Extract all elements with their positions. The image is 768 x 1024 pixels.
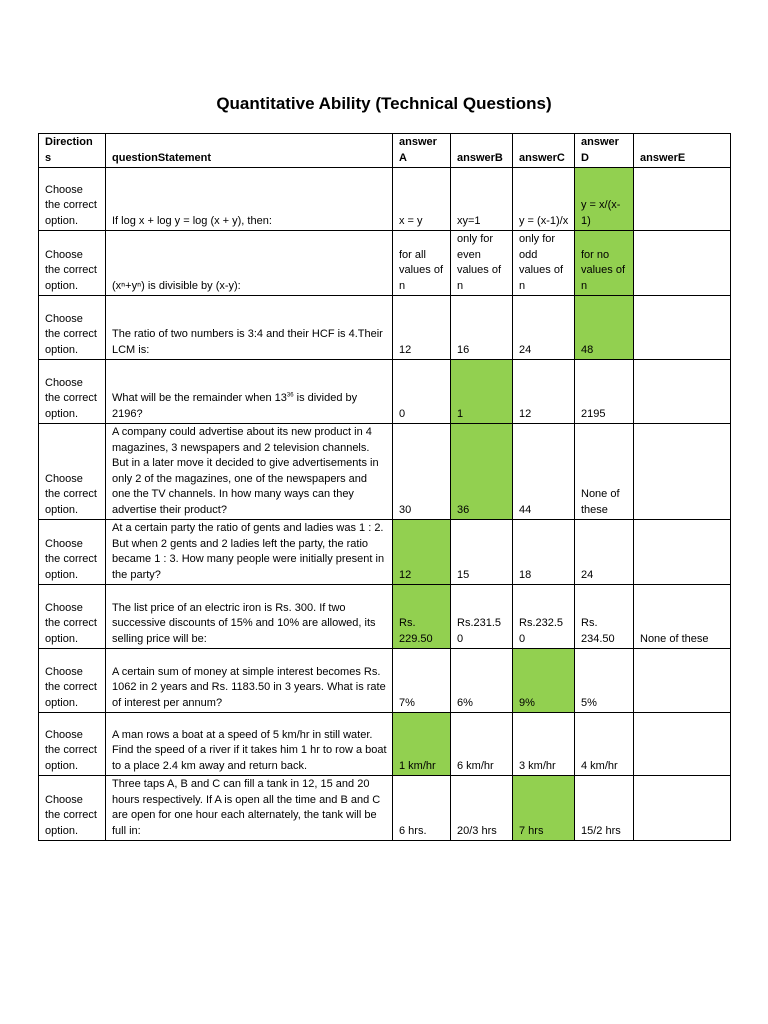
answer-d-cell: 4 km/hr xyxy=(575,713,634,776)
answer-a-cell: 12 xyxy=(393,520,451,585)
answer-c-cell: 44 xyxy=(513,424,575,520)
table-row xyxy=(39,231,731,296)
direction-cell: Choose the correct option. xyxy=(39,168,106,231)
direction-cell: Choose the correct option. xyxy=(39,520,106,585)
answer-e-cell xyxy=(634,776,731,841)
answer-d-cell: 5% xyxy=(575,649,634,713)
answer-d-cell: 2195 xyxy=(575,360,634,424)
answer-c-cell: 24 xyxy=(513,296,575,360)
answer-b-cell: 6 km/hr xyxy=(451,713,513,776)
question-cell: A man rows a boat at a speed of 5 km/hr in still water. Find the speed of a river if it takes him 1 hr to row a boat to a place 2.4 km away and return back. xyxy=(106,713,393,776)
column-header: answerC xyxy=(513,134,575,168)
direction-cell: Choose the correct option. xyxy=(39,649,106,713)
table-row xyxy=(39,585,731,649)
answer-b-cell: 6% xyxy=(451,649,513,713)
column-header: Direction s xyxy=(39,134,106,168)
column-header: answer D xyxy=(575,134,634,168)
header-row xyxy=(39,134,731,168)
answer-d-cell: 15/2 hrs xyxy=(575,776,634,841)
column-header: questionStatement xyxy=(106,134,393,168)
direction-cell: Choose the correct option. xyxy=(39,713,106,776)
answer-e-cell xyxy=(634,360,731,424)
answer-c-cell: y = (x-1)/x xyxy=(513,168,575,231)
answer-c-cell: Rs.232.50 xyxy=(513,585,575,649)
answer-a-cell: 1 km/hr xyxy=(393,713,451,776)
answer-d-cell: 24 xyxy=(575,520,634,585)
answer-c-cell: only for odd values of n xyxy=(513,231,575,296)
answer-b-cell: 36 xyxy=(451,424,513,520)
answer-b-cell: 16 xyxy=(451,296,513,360)
question-exponent: 36 xyxy=(286,392,294,399)
answer-a-cell: 7% xyxy=(393,649,451,713)
table-row xyxy=(39,649,731,713)
answer-d-cell: 48 xyxy=(575,296,634,360)
questions-table xyxy=(38,133,731,841)
question-cell: A company could advertise about its new product in 4 magazines, 3 newspapers and 2 television channels. But in a later move it decided to give advertisements in only 2 of the magazines, one of the newspapers and one the TV channels. In how many ways can they advertise their product? xyxy=(106,424,393,520)
answer-e-cell xyxy=(634,231,731,296)
question-text: is divided by 2196? xyxy=(112,392,358,420)
answer-c-cell: 7 hrs xyxy=(513,776,575,841)
answer-d-cell: None of these xyxy=(575,424,634,520)
answer-b-cell: 20/3 hrs xyxy=(451,776,513,841)
table-row xyxy=(39,296,731,360)
answer-e-cell xyxy=(634,168,731,231)
direction-cell: Choose the correct option. xyxy=(39,585,106,649)
table-body xyxy=(39,168,731,841)
answer-e-cell xyxy=(634,296,731,360)
question-cell: (xⁿ+yⁿ) is divisible by (x-y): xyxy=(106,231,393,296)
answer-c-cell: 12 xyxy=(513,360,575,424)
answer-e-cell xyxy=(634,713,731,776)
question-cell: Three taps A, B and C can fill a tank in 12, 15 and 20 hours respectively. If A is open all the time and B and C are open for one hour each alternately, the tank will be full in: xyxy=(106,776,393,841)
question-cell: A certain sum of money at simple interest becomes Rs. 1062 in 2 years and Rs. 1183.50 in 3 years. What is rate of interest per annum? xyxy=(106,649,393,713)
answer-b-cell: only for even values of n xyxy=(451,231,513,296)
answer-c-cell: 3 km/hr xyxy=(513,713,575,776)
answer-e-cell xyxy=(634,424,731,520)
answer-a-cell: 0 xyxy=(393,360,451,424)
question-text: What will be the remainder when 13 xyxy=(112,392,287,404)
answer-d-cell: y = x/(x-1) xyxy=(575,168,634,231)
answer-a-cell: 30 xyxy=(393,424,451,520)
table-row xyxy=(39,360,731,424)
answer-b-cell: Rs.231.50 xyxy=(451,585,513,649)
direction-cell: Choose the correct option. xyxy=(39,360,106,424)
column-header: answer A xyxy=(393,134,451,168)
answer-e-cell: None of these xyxy=(634,585,731,649)
question-cell: At a certain party the ratio of gents and ladies was 1 : 2. But when 2 gents and 2 ladies left the party, the ratio became 1 : 3. How many people were initially present in the party? xyxy=(106,520,393,585)
answer-b-cell: 15 xyxy=(451,520,513,585)
answer-e-cell xyxy=(634,520,731,585)
page-title: Quantitative Ability (Technical Questions) xyxy=(216,94,552,113)
answer-b-cell: xy=1 xyxy=(451,168,513,231)
column-header: answerB xyxy=(451,134,513,168)
answer-a-cell: 12 xyxy=(393,296,451,360)
answer-c-cell: 18 xyxy=(513,520,575,585)
question-cell: If log x + log y = log (x + y), then: xyxy=(106,168,393,231)
question-cell xyxy=(106,360,393,424)
answer-e-cell xyxy=(634,649,731,713)
question-cell: The ratio of two numbers is 3:4 and their HCF is 4.Their LCM is: xyxy=(106,296,393,360)
direction-cell: Choose the correct option. xyxy=(39,231,106,296)
table-row xyxy=(39,168,731,231)
table-row xyxy=(39,424,731,520)
question-cell: The list price of an electric iron is Rs. 300. If two successive discounts of 15% and 10% are allowed, its selling price will be: xyxy=(106,585,393,649)
column-header: answerE xyxy=(634,134,731,168)
answer-a-cell: x = y xyxy=(393,168,451,231)
table-row xyxy=(39,520,731,585)
direction-cell: Choose the correct option. xyxy=(39,424,106,520)
answer-d-cell: Rs. 234.50 xyxy=(575,585,634,649)
answer-a-cell: for all values of n xyxy=(393,231,451,296)
direction-cell: Choose the correct option. xyxy=(39,776,106,841)
answer-a-cell: 6 hrs. xyxy=(393,776,451,841)
answer-a-cell: Rs. 229.50 xyxy=(393,585,451,649)
table-row xyxy=(39,713,731,776)
answer-b-cell: 1 xyxy=(451,360,513,424)
answer-d-cell: for no values of n xyxy=(575,231,634,296)
table-row xyxy=(39,776,731,841)
direction-cell: Choose the correct option. xyxy=(39,296,106,360)
answer-c-cell: 9% xyxy=(513,649,575,713)
